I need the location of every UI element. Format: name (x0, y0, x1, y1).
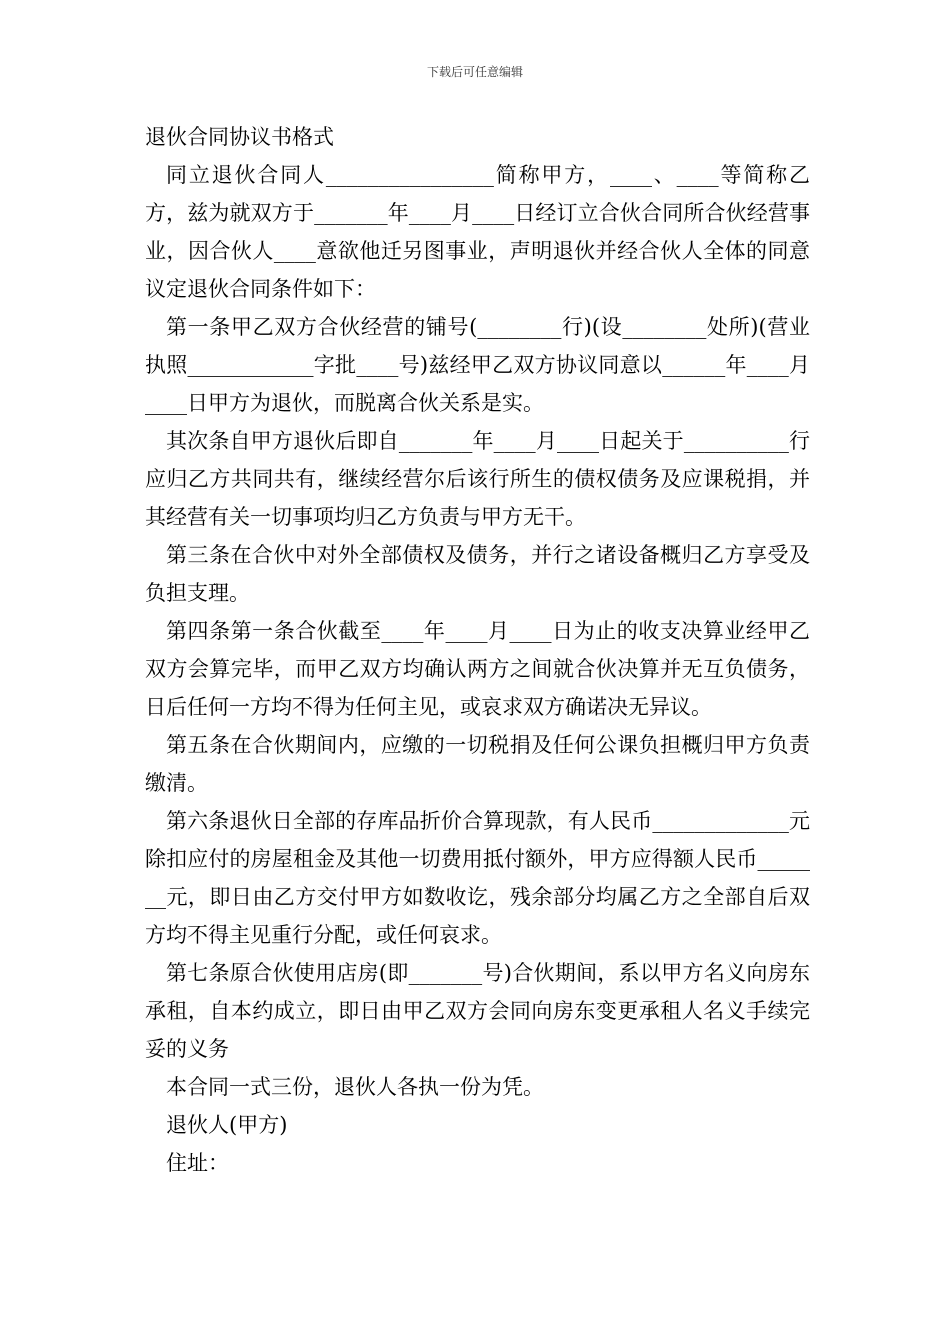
paragraph-article-5: 第五条在合伙期间内，应缴的一切税捐及任何公课负担概归甲方负责缴清。 (145, 733, 810, 795)
page-header-note: 下载后可任意编辑 (426, 65, 523, 79)
paragraph-article-2: 其次条自甲方退伙后即自_______年____月____日起关于__________行应归乙方共同共有，继续经营尔后该行所生的债权债务及应课税捐，并其经营有关一切事项均归乙方负责与甲方无干。 (145, 429, 810, 529)
paragraph-copies: 本合同一式三份，退伙人各执一份为凭。 (166, 1075, 544, 1099)
document-title: 退伙合同协议书格式 (145, 125, 334, 149)
paragraph-article-7: 第七条原合伙使用店房(即_______号)合伙期间，系以甲方名义向房东承租，自本约成立，即日由甲乙双方会同向房东变更承租人名义手续完妥的义务 (145, 961, 810, 1061)
paragraph-article-6: 第六条退伙日全部的存库品折价合算现款，有人民币_____________元除扣应付的房屋租金及其他一切费用抵付额外，甲方应得额人民币_______元，即日由乙方交付甲方如数收讫，残余部分均属乙方之全部自后双方均不得主见重行分配，或任何哀求。 (145, 809, 810, 947)
address-line: 住址： (166, 1151, 229, 1175)
paragraph-article-1: 第一条甲乙双方合伙经营的铺号(________行)(设________处所)(营业执照____________字批____号)兹经甲乙双方协议同意以______年____月____日甲方为退伙，而脱离合伙关系是实。 (145, 315, 810, 415)
signatory-party-a: 退伙人(甲方) (166, 1113, 288, 1137)
document-body (145, 118, 810, 1182)
paragraph-article-4: 第四条第一条合伙截至____年____月____日为止的收支决算业经甲乙双方会算完毕，而甲乙双方均确认两方之间就合伙决算并无互负债务，日后任何一方均不得为任何主见，或哀求双方确诺决无异议。 (145, 619, 810, 719)
paragraph-article-3: 第三条在合伙中对外全部债权及债务，并行之诸设备概归乙方享受及负担支理。 (145, 543, 810, 605)
paragraph-preamble: 同立退伙合同人________________简称甲方，____、____等简称乙方，兹为就双方于_______年____月____日经订立合伙合同所合伙经营事业，因合伙人____意欲他迁另图事业，声明退伙并经合伙人全体的同意议定退伙合同条件如下： (145, 163, 810, 301)
